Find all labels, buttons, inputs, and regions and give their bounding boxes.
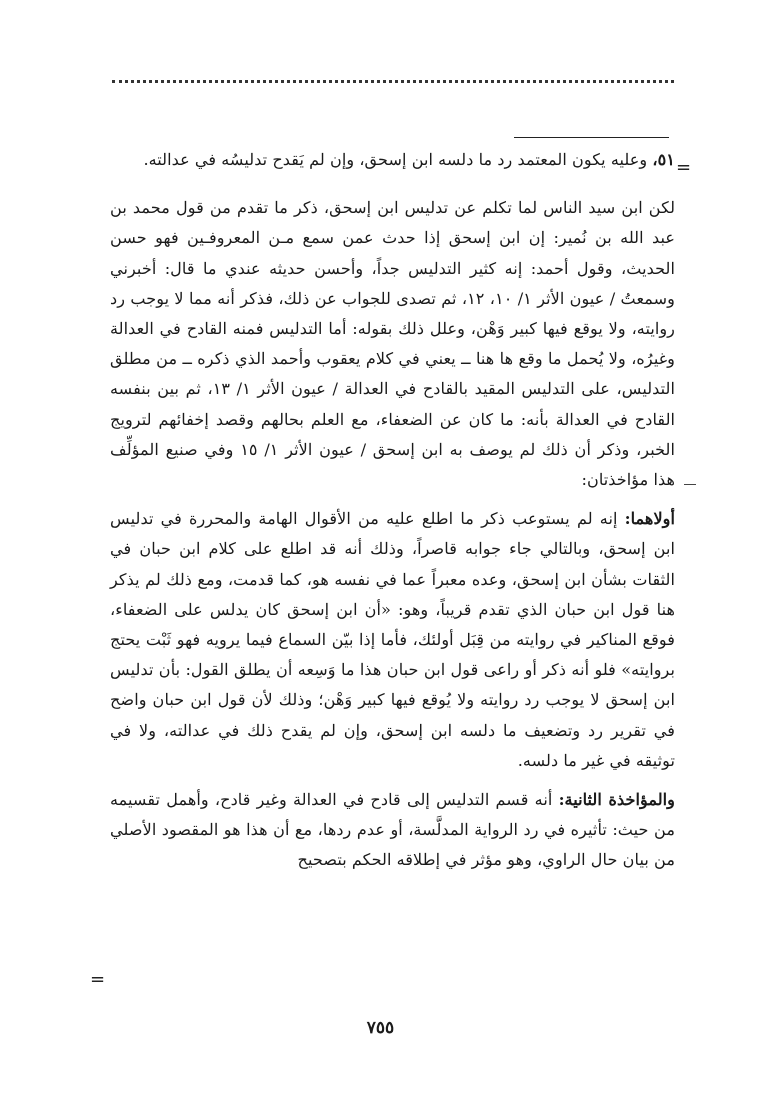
header-dotted-rule [112,80,674,83]
first-objection-label: أولاهما: [624,509,675,529]
second-objection [110,785,675,876]
second-objection-text: أنه قسم التدليس إلى قادح في العدالة وغير قادح، وأهمل تقسيمه من حيث: تأثيره في رد الرواية المدلَّسة، أو عدم ردها، مع أن هذا هو المقصود الأصلي من بيان حال الراوي، وهو مؤثر في إطلاقه الحكم بتصحيح [110,790,675,870]
first-objection [110,504,675,776]
footnote-continuation [110,145,675,175]
footnote-separator [514,137,669,138]
footnote-text: وعليه يكون المعتمد رد ما دلسه ابن إسحق، وإن لم يَقدح تدليسُه في عدالته. [143,150,653,169]
page-body [110,145,675,876]
continuation-mark-bottom: = [90,969,106,990]
page-number: ٧٥٥ [366,1018,395,1038]
second-objection-label: والمؤاخذة الثانية: [558,790,675,810]
first-objection-text: إنه لم يستوعب ذكر ما اطلع عليه من الأقوال الهامة والمحررة في تدليس ابن إسحق، وبالتالي جاء جوابه قاصراً، وذلك أنه قد اطلع على كلام ابن حبان في الثقات بشأن ابن إسحق، وعده معبراً عما في نفسه هو، كما قدمت، ومع ذلك لم يذكر هنا قول ابن حبان الذي تقدم قريباً، وهو: «أن ابن إسحق كان يدلس على الضعفاء، فوقع المناكير في روايته من قِبَل أولئك، فأما إذا بيّن السماع فيما يرويه فهو ثَبْت يحتج بروايته» فلو أنه ذكر أو راعى قول ابن حبان هذا ما وَسِعه أن يطلق القول: بأن تدليس ابن إسحق لا يوجب رد روايته ولا يُوقع فيها كبير وَهْن؛ وذلك لأن قول ابن حبان واضح في تقرير رد وتضعيف ما دلسه ابن إسحق، وإن لم يقدح ذلك في عدالته، ولا في توثيقه في غير ما دلسه. [110,509,675,770]
paragraph: لكن ابن سيد الناس لما تكلم عن تدليس ابن إسحق، ذكر ما تقدم من قول محمد بن عبد الله بن نُمير: إن ابن إسحق إذا حدث عمن سمع مـن المعروفـين فهو حسن الحديث، وقول أحمد: إنه كثير التدليس جداً، وأحسن حديثه عندي ما قال: أخبرني وسمعتُ / عيون الأثر ١/ ١٠، ١٢، ثم تصدى للجواب عن ذلك، فذكر أنه مما لا يوجب رد روايته، ولا يوقع فيها كبير وَهْن، وعلل ذلك بقوله: أما التدليس فمنه القادح في العدالة وغيرُه، ولا يُحمل ما وقع ها هنا ــ يعني في كلام يعقوب وأحمد الذي ذكره ــ من مطلق التدليس، على التدليس المقيد بالقادح في العدالة / عيون الأثر ١/ ١٣، ثم بين بنفسه القادح في العدالة بأنه: ما كان عن الضعفاء، مع العلم بحالهم وقصد إخفائهم لترويج الخبر، وذكر أن ذلك لم يوصف به ابن إسحق / عيون الأثر ١/ ١٥ وفي صنيع المؤلِّف هذا مؤاخذتان: [110,198,675,490]
footnote-number: ٥١، [652,150,675,169]
continuation-mark-top: = [676,157,692,178]
margin-dash [684,484,696,485]
